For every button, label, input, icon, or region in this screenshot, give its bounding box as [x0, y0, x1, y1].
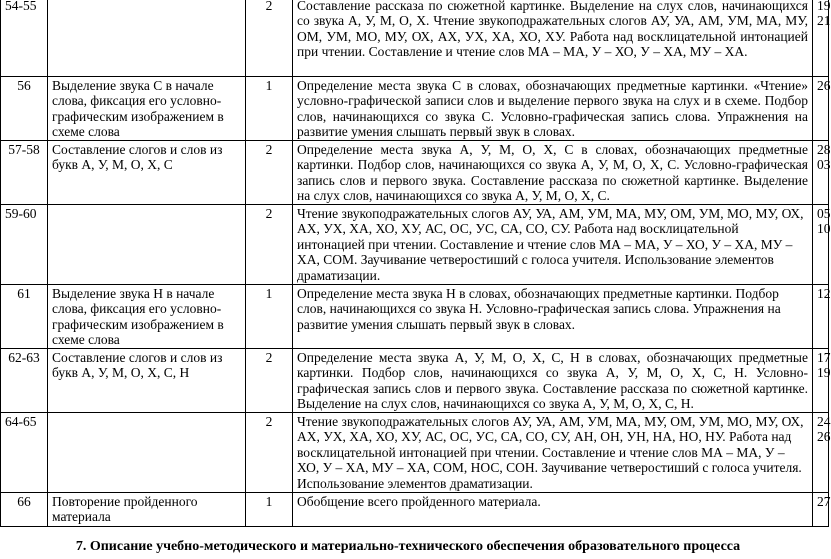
- lesson-number: 61: [1, 285, 48, 349]
- lesson-topic: Выделение звука Н в начале слова, фиксация его условно-графическим изображением в схеме слова: [48, 285, 246, 349]
- table-row: [1, 77, 829, 141]
- table-row: [1, 205, 829, 285]
- section-heading: 7. Описание учебно-методического и материально-технического обеспечения образовательного процесса: [75, 539, 741, 554]
- lesson-number: 59-60: [1, 205, 48, 285]
- lesson-date: 05 10: [813, 205, 829, 285]
- lesson-number: 56: [1, 77, 48, 141]
- lesson-hours: 2: [246, 349, 293, 413]
- lesson-topic: Составление слогов и слов из букв А, У, М, О, Х, С, Н: [48, 349, 246, 413]
- table-row: [1, 141, 829, 205]
- lesson-description: Определение места звука А, У, М, О, Х, С в словах, обозначающих предметные картинки. Подбор слов, начинающихся со звука А, У, М, О, Х, С. Условно-графическая запись слов и первого звука. Составление рассказа по сюжетной картинке. Выделение на слух слов, начинающихся со звука А, У, М, О, Х, С.: [293, 141, 813, 205]
- lesson-number: 54-55: [1, 0, 48, 77]
- lesson-hours: 2: [246, 413, 293, 493]
- lesson-date: 12: [813, 285, 829, 349]
- lesson-description: Составление рассказа по сюжетной картинке. Выделение на слух слов, начинающихся со звука А, У, М, О, Х. Чтение звукоподражательных слогов АУ, УА, АМ, УМ, МА, МУ, ОМ, УМ, МО, МУ, ОХ, АХ, УХ, ХА, ХО, ХУ. Работа над восклицательной интонацией при чтении. Составление и чтение слов МА – МА, У – ХО, У – ХА, МУ – ХА.: [293, 0, 813, 77]
- table-row: [1, 349, 829, 413]
- table-row: [1, 0, 829, 77]
- lesson-date: 26: [813, 77, 829, 141]
- table-row: [1, 493, 829, 527]
- lesson-number: 62-63: [1, 349, 48, 413]
- lesson-date: 19 21: [813, 0, 829, 77]
- lesson-date: 24 26: [813, 413, 829, 493]
- lesson-number: 66: [1, 493, 48, 527]
- lesson-hours: 2: [246, 0, 293, 77]
- lesson-topic: Повторение пройденного материала: [48, 493, 246, 527]
- lesson-description: Обобщение всего пройденного материала.: [293, 493, 813, 527]
- lesson-topic: [48, 0, 246, 77]
- lesson-topic: [48, 413, 246, 493]
- lesson-topic: Составление слогов и слов из букв А, У, М, О, Х, С: [48, 141, 246, 205]
- table-row: [1, 285, 829, 349]
- lesson-description: Определение места звука Н в словах, обозначающих предметные картинки. Подбор слов, начинающихся со звука Н. Условно-графическая запись слова. Упражнения на развитие умения слышать первый звук в словах.: [293, 285, 813, 349]
- lesson-topic: Выделение звука С в начале слова, фиксация его условно-графическим изображением в схеме слова: [48, 77, 246, 141]
- lesson-description: Определение места звука С в словах, обозначающих предметные картинки. «Чтение» условно-графической записи слов и выделение первого звука на слух и в схеме. Подбор слов, начинающихся со звука С. Условно-графическая запись слова. Упражнения на развитие умения слышать первый звук в словах.: [293, 77, 813, 141]
- lesson-number: 64-65: [1, 413, 48, 493]
- lesson-date: 17 19: [813, 349, 829, 413]
- table-row: [1, 413, 829, 493]
- lesson-number: 57-58: [1, 141, 48, 205]
- lesson-date: 27: [813, 493, 829, 527]
- lesson-topic: [48, 205, 246, 285]
- lesson-hours: 2: [246, 141, 293, 205]
- lesson-description: Чтение звукоподражательных слогов АУ, УА, АМ, УМ, МА, МУ, ОМ, УМ, МО, МУ, ОХ, АХ, УХ, ХА, ХО, ХУ, АС, ОС, УС, СА, СО, СУ. Работа над восклицательной интонацией при чтении. Составление и чтение слов МА – МА, У – ХО, У – ХА, МУ – ХА, СОМ. Заучивание четверостиший с голоса учителя. Использование элементов драматизации.: [293, 205, 813, 285]
- lesson-hours: 1: [246, 77, 293, 141]
- lesson-description: Определение места звука А, У, М, О, Х, С, Н в словах, обозначающих предметные картинки. Подбор слов, начинающихся со звука А, У, М, О, Х, С, Н. Условно-графическая запись слов и первого звука. Составление рассказа по сюжетной картинке. Выделение на слух слов, начинающихся со звука А, У, М, О, Х, С, Н.: [293, 349, 813, 413]
- lesson-description: Чтение звукоподражательных слогов АУ, УА, АМ, УМ, МА, МУ, ОМ, УМ, МО, МУ, ОХ, АХ, УХ, ХА, ХО, ХУ, АС, ОС, УС, СА, СО, СУ, АН, ОН, УН, НА, НО, НУ. Работа над восклицательной интонацией при чтении. Составление и чтение слов МА – МА, У – ХО, У – ХА, МУ – ХА, СОМ, НОС, СОН. Заучивание четверостиший с голоса учителя. Использование элементов драматизации.: [293, 413, 813, 493]
- lesson-date: 28 03: [813, 141, 829, 205]
- lesson-hours: 1: [246, 493, 293, 527]
- lesson-hours: 1: [246, 285, 293, 349]
- lesson-hours: 2: [246, 205, 293, 285]
